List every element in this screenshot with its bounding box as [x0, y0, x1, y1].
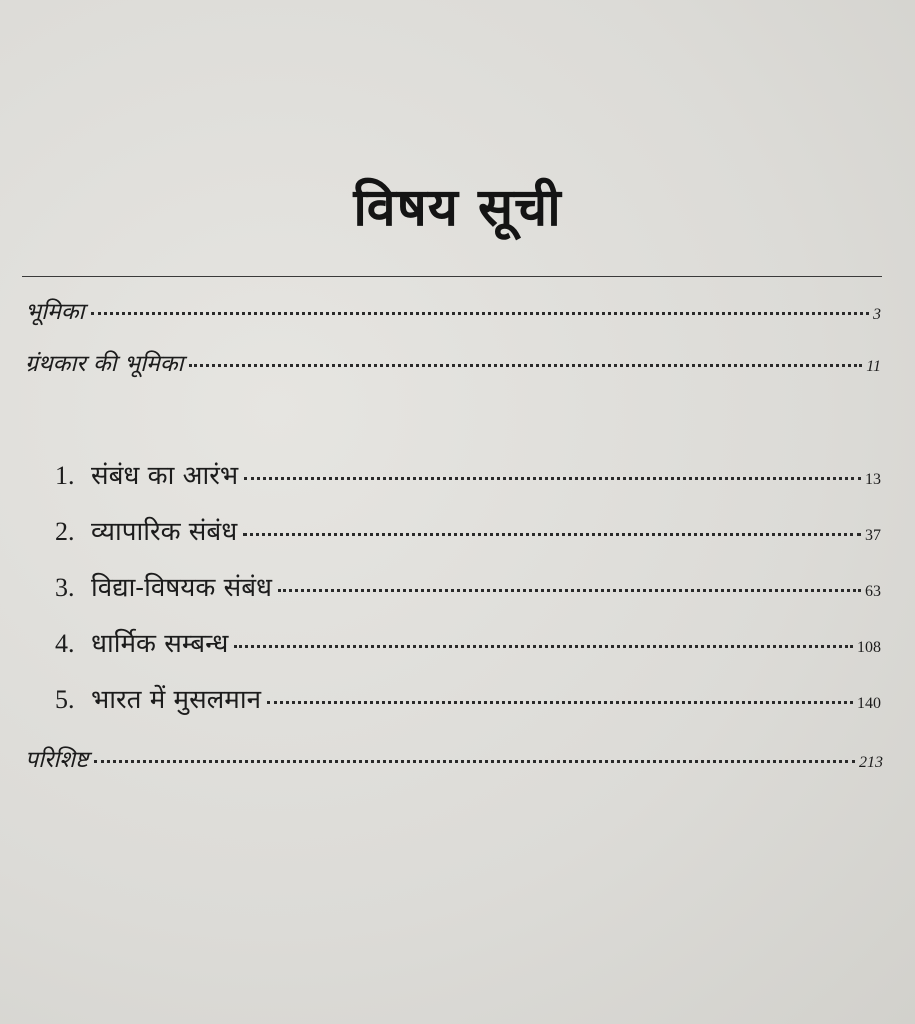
chapter-number: 4.	[55, 629, 75, 658]
toc-entry-granthkar-bhumika	[25, 346, 881, 378]
toc-chapter-5	[55, 680, 881, 716]
dot-leader	[189, 364, 862, 367]
chapter-number: 1.	[55, 461, 75, 490]
toc-entry-page: 37	[865, 527, 881, 544]
toc-entry-parishisht	[25, 742, 883, 774]
toc-entry-label: भूमिका	[25, 299, 85, 325]
toc-entry-page: 213	[859, 754, 883, 771]
page-title: विषय सूची	[353, 177, 562, 238]
toc-entry-page: 13	[865, 471, 881, 488]
toc-entry-page: 3	[873, 306, 881, 323]
toc-entry-page: 140	[857, 695, 881, 712]
toc-entry-page: 108	[857, 639, 881, 656]
dot-leader	[267, 701, 853, 704]
chapter-number: 2.	[55, 517, 75, 546]
dot-leader	[278, 589, 861, 592]
chapter-title: संबंध का आरंभ	[91, 461, 239, 491]
chapter-number: 5.	[55, 685, 75, 714]
toc-entry-page: 11	[866, 358, 881, 375]
chapter-title: भारत में मुसलमान	[91, 685, 262, 715]
dot-leader	[91, 312, 869, 315]
toc-entry-label: परिशिष्ट	[25, 747, 89, 773]
toc-chapter-4	[55, 624, 881, 660]
toc-chapter-1	[55, 456, 881, 492]
toc-entry-bhumika	[25, 294, 881, 326]
chapter-title: विद्या-विषयक संबंध	[91, 573, 273, 603]
chapter-title: धार्मिक सम्बन्ध	[91, 629, 229, 659]
toc-entry-page: 63	[865, 583, 881, 600]
chapter-number: 3.	[55, 573, 75, 602]
dot-leader	[243, 533, 861, 536]
dot-leader	[94, 760, 855, 763]
toc-chapter-3	[55, 568, 881, 604]
toc-entry-label: ग्रंथकार की भूमिका	[25, 351, 184, 377]
dot-leader	[244, 477, 861, 480]
toc-chapter-2	[55, 512, 881, 548]
top-rule	[22, 276, 882, 277]
chapter-title: व्यापारिक संबंध	[91, 517, 238, 547]
dot-leader	[234, 645, 853, 648]
